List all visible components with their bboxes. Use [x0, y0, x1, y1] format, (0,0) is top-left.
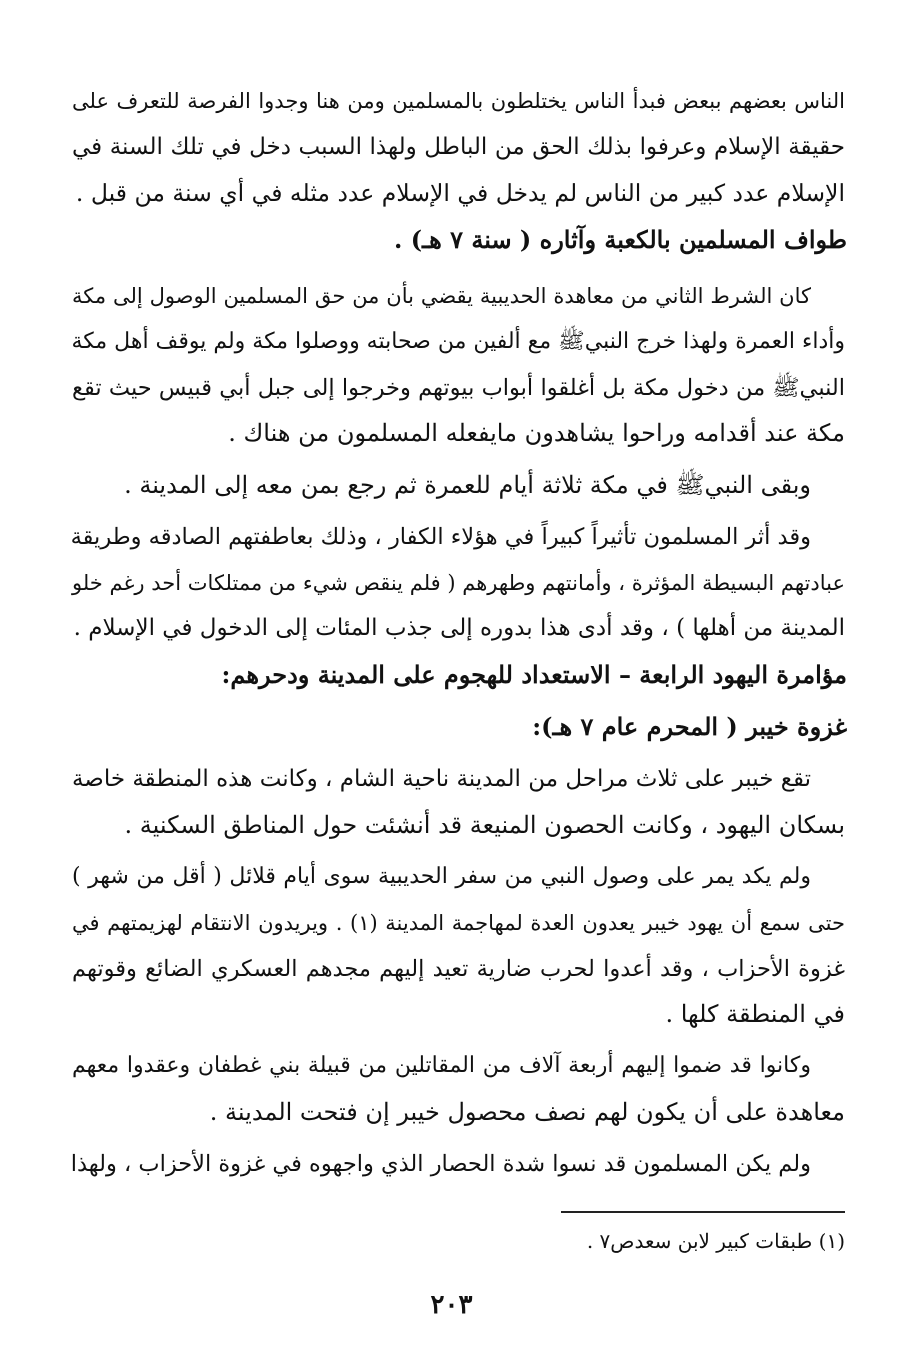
paragraph-line: ولم يكن المسلمون قد نسوا شدة الحصار الذي واجهوه في غزوة الأحزاب ، ولهذا — [70, 1151, 811, 1177]
paragraph-line: معاهدة على أن يكون لهم نصف محصول خيبر إن فتحت المدينة . — [209, 1098, 845, 1126]
section-heading: مؤامرة اليهود الرابعة – الاستعداد للهجوم على المدينة ودحرهم: — [221, 660, 847, 689]
paragraph-line: النبيﷺ من دخول مكة بل أغلقوا أبواب بيوتهم وخرجوا إلى جبل أبي قبيس حيث تقع — [72, 375, 845, 401]
paragraph-line: وأداء العمرة ولهذا خرج النبيﷺ مع ألفين من صحابته ووصلوا مكة ولم يوقف أهل مكة — [71, 329, 845, 354]
paragraph-line: مكة عند أقدامه وراحوا يشاهدون مايفعله المسلمون من هناك . — [228, 419, 845, 447]
paragraph-line: ولم يكد يمر على وصول النبي من سفر الحديبية سوى أيام قلائل ( أقل من شهر ) — [72, 864, 811, 889]
section-heading: غزوة خيبر ( المحرم عام ٧ هـ): — [532, 712, 847, 741]
paragraph-line: الإسلام عدد كبير من الناس لم يدخل في الإسلام عدد مثله في أي سنة من قبل . — [75, 179, 845, 207]
paragraph-line: وقد أثر المسلمون تأثيراً كبيراً في هؤلاء الكفار ، وذلك بعاطفتهم الصادقه وطريقة — [70, 524, 811, 550]
paragraph-line: في المنطقة كلها . — [665, 1000, 845, 1028]
paragraph-line: المدينة من أهلها ) ، وقد أدى هذا بدوره إلى جذب المئات إلى الدخول في الإسلام . — [73, 615, 845, 641]
paragraph-line: وكانوا قد ضموا إليهم أربعة آلاف من المقاتلين من قبيلة بني غطفان وعقدوا معهم — [72, 1053, 811, 1078]
paragraph-line: حقيقة الإسلام وعرفوا بذلك الحق من الباطل ولهذا السبب دخل في تلك السنة في — [72, 134, 845, 160]
paragraph-line: عبادتهم البسيطة المؤثرة ، وأمانتهم وطهرهم ( فلم ينقص شيء من ممتلكات أحد رغم خلو — [72, 571, 845, 595]
paragraph-line: حتى سمع أن يهود خيبر يعدون العدة لمهاجمة المدينة (١) . ويريدون الانتقام لهزيمتهم في — [72, 911, 846, 935]
paragraph-line: تقع خيبر على ثلاث مراحل من المدينة ناحية الشام ، وكانت هذه المنطقة خاصة — [71, 766, 811, 792]
paragraph-line: غزوة الأحزاب ، وقد أعدوا لحرب ضارية تعيد إليهم مجدهم العسكري الضائع وقوتهم — [72, 956, 845, 982]
paragraph-line: الناس بعضهم ببعض فبدأ الناس يختلطون بالمسلمين ومن هنا وجدوا الفرصة للتعرف على — [72, 89, 845, 113]
section-heading: طواف المسلمين بالكعبة وآثاره ( سنة ٧ هـ) . — [393, 225, 847, 254]
footnote-divider — [561, 1211, 845, 1213]
paragraph-line: وبقى النبيﷺ في مكة ثلاثة أيام للعمرة ثم رجع بمن معه إلى المدينة . — [124, 471, 811, 499]
page-number: ٢٠٣ — [430, 1290, 473, 1320]
paragraph-line: بسكان اليهود ، وكانت الحصون المنيعة قد أنشئت حول المناطق السكنية . — [124, 811, 845, 839]
paragraph-line: كان الشرط الثاني من معاهدة الحديبية يقضي بأن من حق المسلمين الوصول إلى مكة — [72, 284, 811, 308]
footnote: (١) طبقات كبير لابن سعدص٧ . — [586, 1229, 845, 1253]
